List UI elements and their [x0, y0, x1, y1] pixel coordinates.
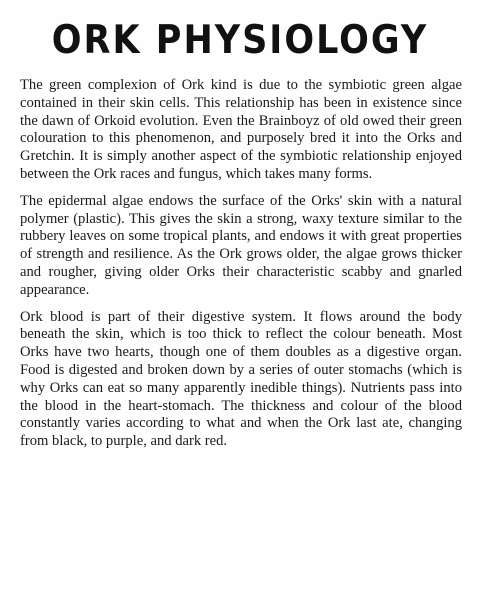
paragraph-skin-colour: The green complexion of Ork kind is due to the symbiotic green algae contained in their skin cells. This relationship has been in existence since the dawn of Orkoid evolution. Even the Brainboyz of old owed their green colouration to this phenomenon, and purposely bred it into the Orks and Gretchin. It is simply another aspect of the symbiotic relationship enjoyed between the Ork races and fungus, which takes many forms.: [20, 77, 462, 182]
paragraph-epidermal-algae: The epidermal algae endows the surface of the Orks' skin with a natural polymer (plastic). This gives the skin a strong, waxy texture similar to the rubbery leaves on some tropical plants, and endows it with great properties of strength and resilience. As the Ork grows older, the algae grows thicker and rougher, giving older Orks their characteristic scabby and gnarled appearance.: [20, 192, 462, 298]
article-body: [20, 77, 462, 460]
page-title: ORK PHYSIOLOGY: [51, 18, 429, 64]
paragraph-ork-blood: Ork blood is part of their digestive system. It flows around the body beneath the skin, which is too thick to reflect the colour beneath. Most Orks have two hearts, though one of them doubles as a digestive organ. Food is digested and broken down by a series of outer stomachs (which is why Orks can eat so many apparently inedible things). Nutrients pass into the blood in the heart-stomach. The thickness and colour of the blood constantly varies according to what and when the Ork last ate, changing from black, to purple, and dark red.: [20, 308, 462, 450]
